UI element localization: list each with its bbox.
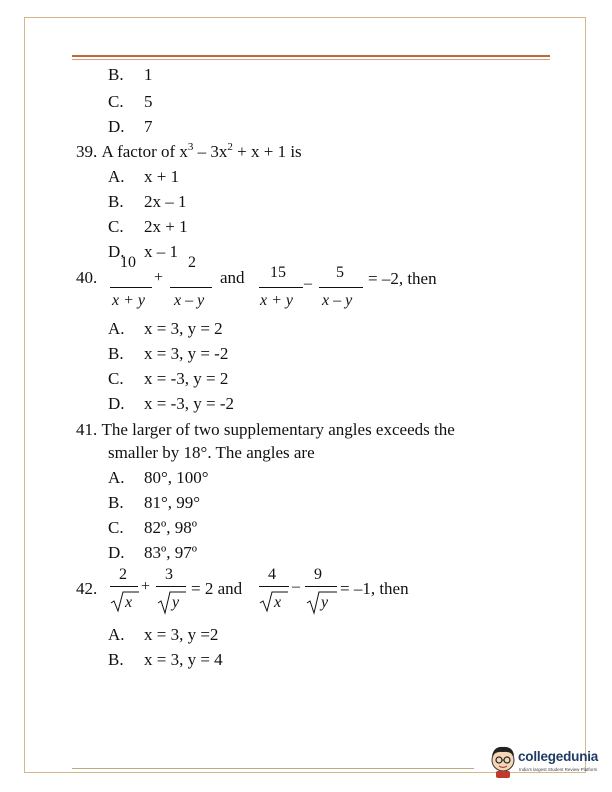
q40-num-1: 10 (120, 254, 136, 271)
q42-num-2: 3 (165, 566, 173, 583)
question-42-number: 42. (76, 579, 98, 598)
question-39: 39. A factor of $x^3 - 3x^2 + x + 1$ is (76, 141, 302, 161)
q40-fraction-bar-2 (170, 287, 212, 288)
q40-num-4: 5 (336, 264, 344, 281)
q42-rad-3: x (274, 594, 282, 611)
q41-option-a: A. 80°, 100° (108, 468, 209, 487)
q42-fraction-bar-2 (156, 586, 186, 587)
mascot-icon (488, 742, 518, 780)
q40-plus: + (154, 269, 164, 286)
header-rule-thin (72, 59, 550, 60)
q40-den-3: x + y (260, 292, 293, 309)
q42-minus: – (292, 578, 300, 595)
collegedunia-logo (488, 742, 606, 782)
q42-fraction-bar-4 (305, 586, 337, 587)
q42-option-a: A. x = 3, y =2 (108, 625, 219, 644)
q39-option-d: D. x – 1 (108, 242, 178, 261)
q41-option-b: B. 81°, 99° (108, 493, 201, 512)
q42-tail: = –1, then (340, 579, 409, 598)
brand-tagline: India's largest Student Review Platform (519, 767, 598, 772)
q42-rad-4: y (321, 594, 329, 611)
q41-option-d: D. 83º, 97º (108, 543, 198, 562)
q42-option-b: B. x = 3, y = 4 (108, 650, 223, 669)
q40-option-a: A. x = 3, y = 2 (108, 319, 223, 338)
q42-plus: + (141, 578, 151, 595)
q40-fraction-bar-4 (319, 287, 363, 288)
prev-option-b: B. 1 (108, 65, 153, 84)
q39-option-c: C. 2x + 1 (108, 217, 188, 236)
q40-den-2: x – y (174, 292, 205, 309)
q42-num-3: 4 (268, 566, 276, 583)
header-rule (72, 55, 550, 57)
q42-rad-1: x (125, 594, 133, 611)
q40-option-c: C. x = -3, y = 2 (108, 369, 229, 388)
q40-num-2: 2 (188, 254, 196, 271)
q42-fraction-bar-1 (110, 586, 138, 587)
q39-option-b: B. 2x – 1 (108, 192, 187, 211)
prev-option-d: D. 7 (108, 117, 153, 136)
q40-and: and (220, 268, 245, 287)
q40-num-3: 15 (270, 264, 286, 281)
footer-rule (72, 768, 474, 769)
q41-option-c: C. 82º, 98º (108, 518, 198, 537)
q40-den-4: x – y (322, 292, 353, 309)
q42-num-1: 2 (119, 566, 127, 583)
q40-fraction-bar-3 (259, 287, 303, 288)
q40-fraction-bar-1 (110, 287, 152, 288)
q39-option-a: A. x + 1 (108, 167, 180, 186)
q42-rad-2: y (172, 594, 180, 611)
q40-option-d: D. x = -3, y = -2 (108, 394, 234, 413)
brand-name: collegedunia (518, 749, 599, 764)
q40-option-b: B. x = 3, y = -2 (108, 344, 229, 363)
q42-fraction-bar-3 (259, 586, 289, 587)
question-40-number: 40. (76, 268, 98, 287)
q42-num-4: 9 (314, 566, 322, 583)
q40-den-1: x + y (112, 292, 145, 309)
q40-tail: = –2, then (368, 269, 437, 288)
question-41: 41. The larger of two supplementary angles exceeds the (76, 420, 455, 439)
q40-minus: – (304, 275, 312, 292)
q42-mid: = 2 and (191, 579, 243, 598)
prev-option-c: C. 5 (108, 92, 153, 111)
question-41-line2: smaller by 18°. The angles are (108, 443, 315, 462)
